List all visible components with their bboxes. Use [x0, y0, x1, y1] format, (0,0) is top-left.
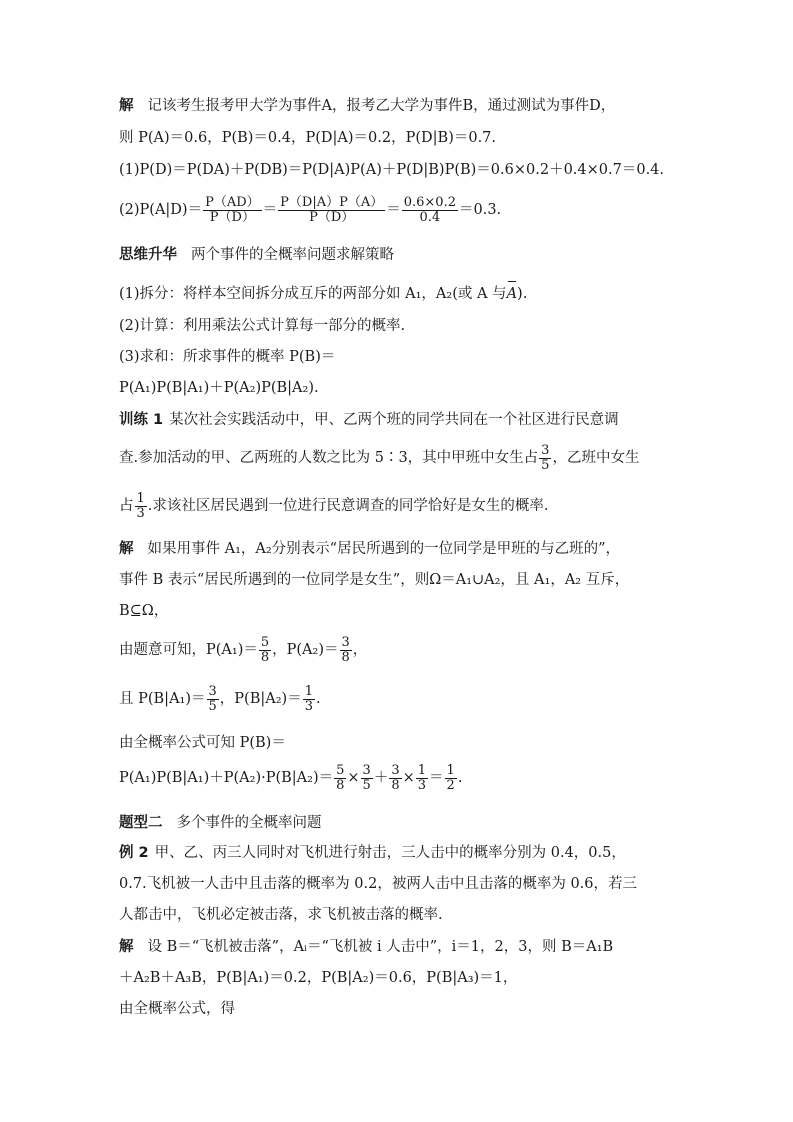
- equals: ＝: [429, 770, 444, 786]
- text: 甲、乙、丙三人同时对飞机进行射击，三人击中的概率分别为 0.4，0.5，: [154, 845, 626, 861]
- numerator: 1: [417, 762, 427, 778]
- solution-2-line-5: [119, 681, 321, 717]
- denominator: P（D）: [209, 209, 255, 225]
- denominator: 5: [541, 457, 550, 473]
- fraction: [303, 685, 315, 713]
- solution-label: 解: [119, 541, 134, 557]
- fraction: [334, 764, 346, 792]
- solution-3-line-1: [119, 937, 613, 957]
- denominator: 0.4: [419, 209, 441, 225]
- text: 设 B＝“飞机被击落”，Aᵢ＝“飞机被 i 人击中”，i＝1，2，3，则 B＝A₁B: [147, 939, 614, 955]
- denominator: 3: [136, 505, 145, 521]
- text: .: [457, 770, 463, 786]
- summary-title: 思维升华: [119, 247, 177, 263]
- text: .求该社区居民遇到一位进行民意调查的同学恰好是女生的概率.: [147, 498, 549, 514]
- numerator: 0.6×0.2: [403, 194, 456, 210]
- numerator: 1: [304, 683, 313, 699]
- fraction: [445, 764, 457, 792]
- summary-step-1: [119, 284, 527, 304]
- equals: ＝: [262, 202, 278, 218]
- fraction: [340, 636, 352, 664]
- numerator: 3: [541, 442, 550, 458]
- summary-heading: [119, 245, 394, 265]
- solution-1-line-1: [119, 96, 615, 116]
- text: 占: [119, 498, 134, 514]
- fraction: [539, 444, 551, 472]
- denominator: 3: [304, 698, 313, 714]
- text: (2)P(A|D)＝: [119, 202, 203, 218]
- text: ，乙班中女生: [552, 450, 640, 466]
- numerator: 5: [336, 762, 345, 778]
- numerator: 1: [136, 490, 145, 506]
- exercise-1-line-1: [119, 410, 619, 430]
- denominator: P（D）: [309, 209, 355, 225]
- type-title: 题型二: [119, 815, 163, 831]
- solution-2-line-3: B⊆Ω，: [119, 603, 169, 619]
- denominator: 5: [208, 698, 217, 714]
- solution-2-line-7: [119, 760, 462, 796]
- text: 如果用事件 A₁，A₂分别表示“居民所遇到的一位同学是甲班的与乙班的”，: [147, 541, 621, 557]
- text: 记该考生报考甲大学为事件A，报考乙大学为事件B，通过测试为事件D，: [147, 98, 616, 114]
- denominator: 8: [336, 777, 345, 793]
- solution-1-line-2: 则 P(A)＝0.6，P(B)＝0.4，P(D|A)＝0.2，P(D|B)＝0.7.: [119, 130, 497, 146]
- solution-2-line-4: [119, 632, 367, 668]
- complement-a: A: [506, 286, 518, 302]
- summary-formula: P(A₁)P(B|A₁)＋P(A₂)P(B|A₂).: [119, 380, 319, 396]
- solution-label: 解: [119, 939, 134, 955]
- example-2-line-1: [119, 843, 626, 863]
- fraction: [259, 636, 271, 664]
- text: 由题意可知，P(A₁)＝: [119, 642, 258, 658]
- denominator: 8: [260, 649, 270, 665]
- text: ，: [352, 642, 368, 658]
- fraction: [389, 764, 401, 792]
- denominator: 2: [446, 777, 455, 793]
- example-2-line-2: 0.7.飞机被一人击中且击落的概率为 0.2，被两人击中且击落的概率为 0.6，若三: [119, 876, 638, 892]
- type-2-heading: [119, 813, 322, 833]
- denominator: 5: [362, 777, 371, 793]
- times: ×: [347, 770, 360, 786]
- example-2-line-3: 人都击中，飞机必定被击落，求飞机被击落的概率.: [119, 907, 443, 923]
- fraction: [361, 764, 373, 792]
- example-title: 例 2: [119, 845, 149, 861]
- solution-2-line-2: 事件 B 表示“居民所遇到的一位同学是女生”，则Ω＝A₁∪A₂，且 A₁，A₂ 互斥，: [119, 572, 630, 588]
- exercise-title: 训练 1: [119, 412, 164, 428]
- numerator: 3: [208, 683, 217, 699]
- summary-step-2: (2)计算：利用乘法公式计算每一部分的概率.: [119, 318, 406, 334]
- equals: ＝: [386, 202, 401, 218]
- fraction: [207, 685, 219, 713]
- exercise-1-line-2: [119, 440, 639, 476]
- fraction: [416, 764, 428, 792]
- solution-label: 解: [119, 98, 134, 114]
- denominator: 8: [341, 649, 350, 665]
- fraction: [203, 196, 262, 224]
- text: 查.参加活动的甲、乙两班的人数之比为 5∶3，其中甲班中女生占: [119, 450, 539, 466]
- times: ×: [402, 770, 415, 786]
- text: .: [315, 691, 321, 707]
- numerator: 5: [260, 634, 270, 650]
- solution-3-line-3: 由全概率公式，得: [119, 1001, 235, 1017]
- text: 且 P(B|A₁)＝: [119, 691, 206, 707]
- solution-3-line-2: ＋A₂B＋A₃B，P(B|A₁)＝0.2，P(B|A₂)＝0.6，P(B|A₃)＝1，: [119, 970, 518, 986]
- numerator: 3: [341, 634, 350, 650]
- text: ，P(B|A₂)＝: [219, 691, 302, 707]
- text: ＝0.3.: [458, 202, 502, 218]
- summary-step-3: (3)求和：所求事件的概率 P(B)＝: [119, 349, 336, 365]
- solution-2-line-1: [119, 539, 620, 559]
- text: ，P(A₂)＝: [272, 642, 339, 658]
- text: 某次社会实践活动中，甲、乙两个班的同学共同在一个社区进行民意调: [169, 412, 619, 428]
- fraction: [278, 196, 385, 224]
- plus: ＋: [373, 770, 389, 786]
- fraction: [402, 196, 458, 224]
- numerator: 3: [391, 762, 400, 778]
- text: (1)拆分：将样本空间拆分成互斥的两部分如 A₁，A₂(或 A 与: [119, 286, 507, 302]
- numerator: 3: [362, 762, 371, 778]
- numerator: P（AD）: [205, 194, 260, 210]
- numerator: 1: [446, 762, 455, 778]
- text: ).: [517, 286, 528, 302]
- solution-1-line-4: [119, 190, 501, 230]
- fraction: [135, 492, 147, 520]
- denominator: 3: [417, 777, 427, 793]
- numerator: P（D|A）P（A）: [280, 194, 384, 210]
- text: P(A₁)P(B|A₁)＋P(A₂)·P(B|A₂)＝: [119, 770, 334, 786]
- exercise-1-line-3: [119, 488, 549, 524]
- solution-1-line-3: (1)P(D)＝P(DA)＋P(DB)＝P(D|A)P(A)＋P(D|B)P(B)＝0.6×0.2＋0.4×0.7＝0.4.: [119, 162, 665, 178]
- solution-2-line-6: 由全概率公式可知 P(B)＝: [119, 735, 286, 751]
- type-subtitle: 多个事件的全概率问题: [176, 815, 322, 831]
- summary-subtitle: 两个事件的全概率问题求解策略: [191, 247, 394, 263]
- denominator: 8: [391, 777, 400, 793]
